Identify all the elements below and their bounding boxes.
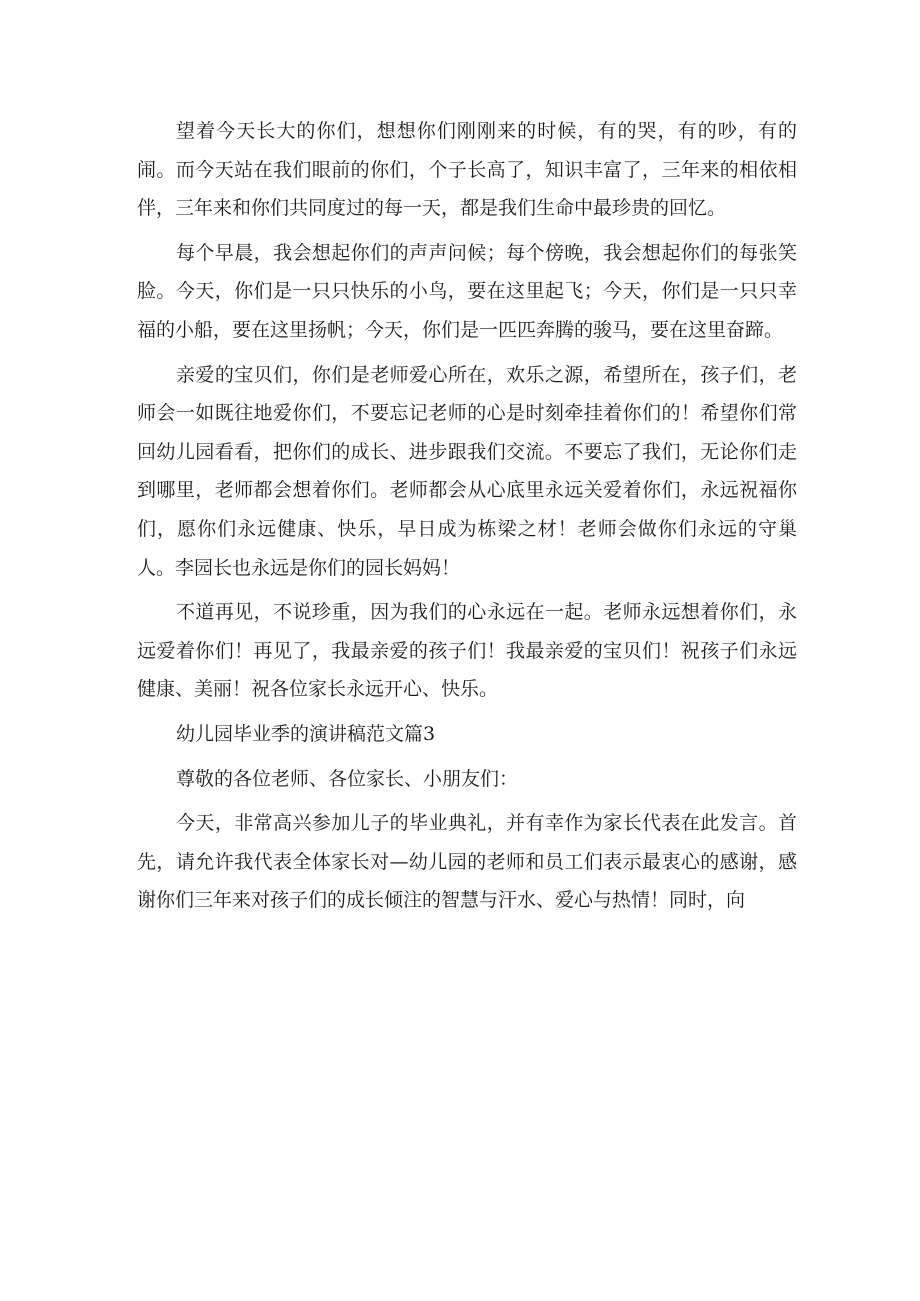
paragraph-speech-opening: 今天，非常高兴参加儿子的毕业典礼，并有幸作为家长代表在此发言。首先，请允许我代表全体家长对—幼儿园的老师和员工们表示最衷心的感谢，感谢你们三年来对孩子们的成长倾注的智慧与汗水、爱心与热情！同时，向 <box>137 812 797 912</box>
paragraph-dear-babies: 亲爱的宝贝们，你们是老师爱心所在，欢乐之源，希望所在，孩子们，老师会一如既往地爱你们，不要忘记老师的心是时刻牵挂着你们的！希望你们常回幼儿园看看，把你们的成长、进步跟我们交流。不要忘了我们，无论你们走到哪里，老师都会想着你们。老师都会从心底里永远关爱着你们，永远祝福你们，愿你们永远健康、快乐，早日成为栋梁之材！老师会做你们永远的守巢人。李园长也永远是你们的园长妈妈！ <box>137 363 797 579</box>
document-body <box>137 112 797 926</box>
paragraph-farewell: 不道再见，不说珍重，因为我们的心永远在一起。老师永远想着你们，永远爱着你们！再见了，我最亲爱的孩子们！我最亲爱的宝贝们！祝孩子们永远健康、美丽！祝各位家长永远开心、快乐。 <box>137 601 797 701</box>
salutation: 尊敬的各位老师、各位家长、小朋友们： <box>176 767 519 790</box>
paragraph-memories: 望着今天长大的你们，想想你们刚刚来的时候，有的哭，有的吵，有的闹。而今天站在我们眼前的你们，个子长高了，知识丰富了，三年来的相依相伴，三年来和你们共同度过的每一天，都是我们生命中最珍贵的回忆。 <box>137 120 797 220</box>
paragraph-mornings: 每个早晨，我会想起你们的声声问候；每个傍晚，我会想起你们的每张笑脸。今天，你们是一只只快乐的小鸟，要在这里起飞；今天，你们是一只只幸福的小船，要在这里扬帆；今天，你们是一匹匹奔腾的骏马，要在这里奋蹄。 <box>137 241 797 341</box>
section-title: 幼儿园毕业季的演讲稿范文篇3 <box>176 722 436 745</box>
